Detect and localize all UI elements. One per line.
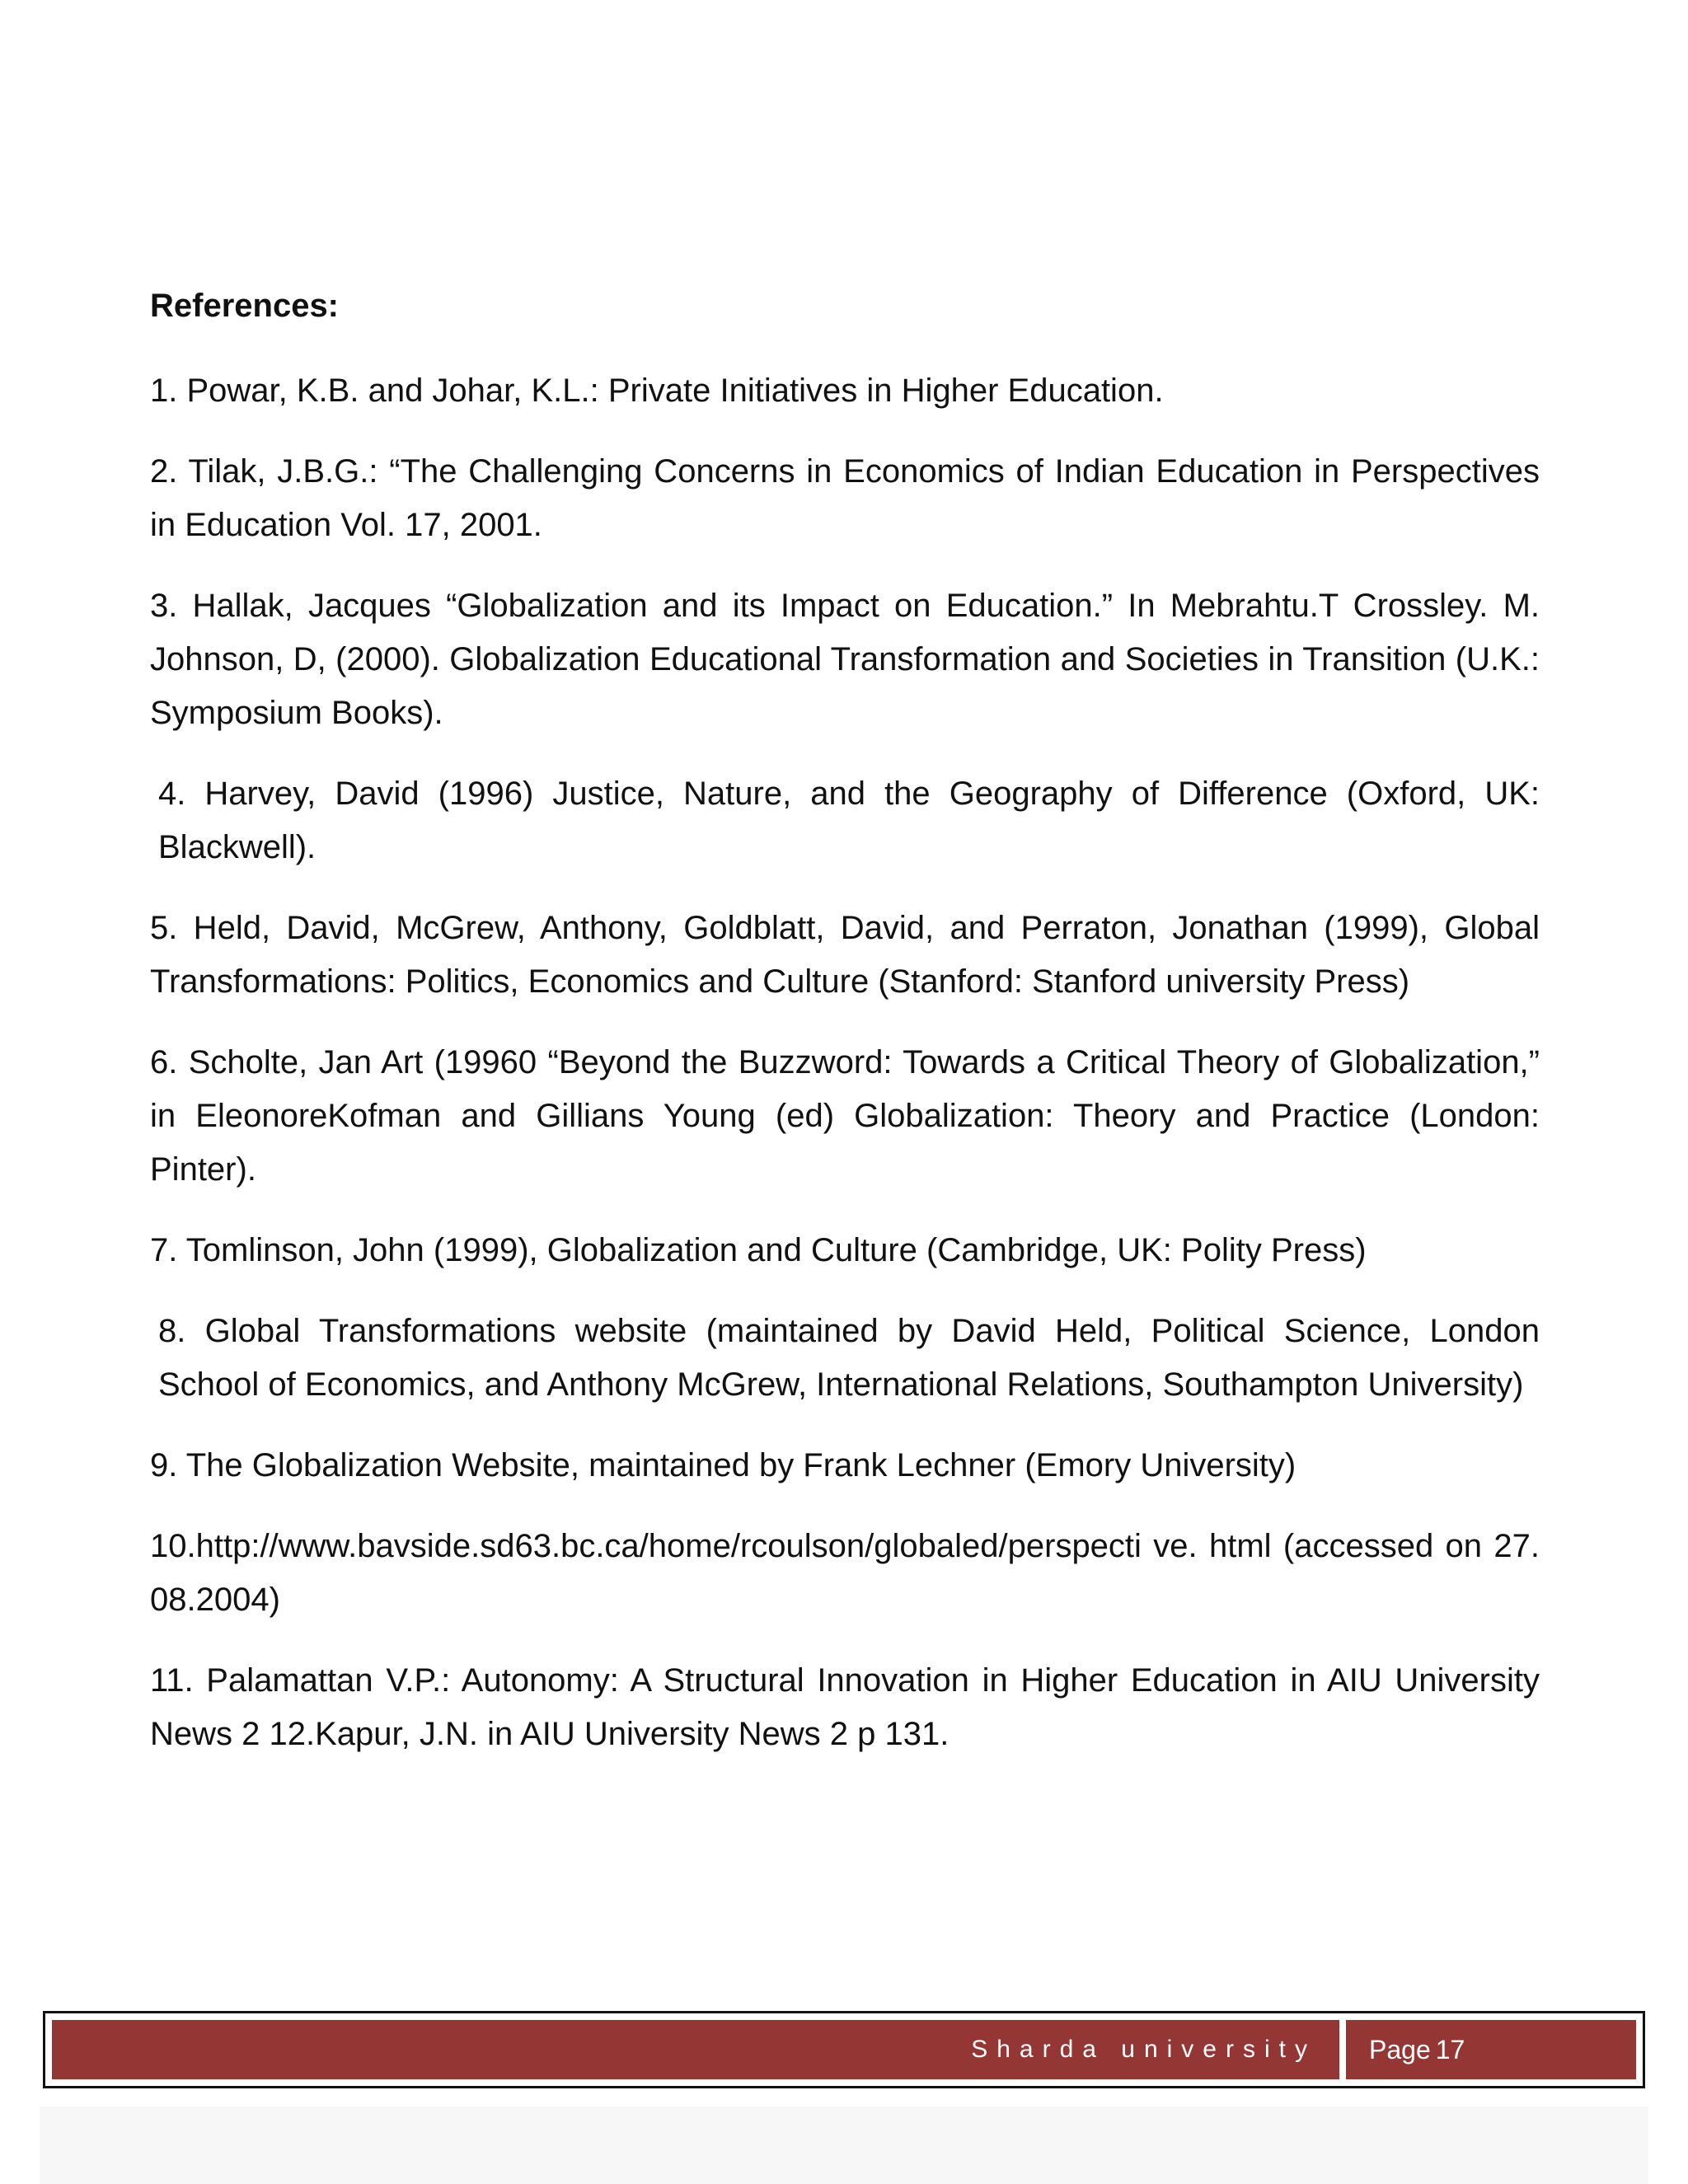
footer-band: [52, 2020, 1636, 2079]
reference-item-5: 5. Held, David, McGrew, Anthony, Goldblatt, David, and Perraton, Jonathan (1999), Global Transformations: Politics, Economics and Culture (Stanford: Stanford university Press): [150, 910, 1540, 1000]
reference-item-2: 2. Tilak, J.B.G.: “The Challenging Concerns in Economics of Indian Education in Perspectives in Education Vol. 17, 2001.: [150, 453, 1540, 543]
reference-item-3: 3. Hallak, Jacques “Globalization and its Impact on Education.” In Mebrahtu.T Crossley. M. Johnson, D, (2000). Globalization Educational Transformation and Societies in Transition (U.K.: Symposium Books).: [150, 588, 1540, 731]
page-bottom-shadow: [40, 2107, 1648, 2184]
page-label: Page: [1369, 2034, 1431, 2064]
reference-list: [150, 364, 1540, 1761]
reference-item-4: 4. Harvey, David (1996) Justice, Nature, and the Geography of Difference (Oxford, UK: Blackwell).: [158, 776, 1540, 865]
reference-item-6: 6. Scholte, Jan Art (19960 “Beyond the Buzzword: Towards a Critical Theory of Globalization,” in EleonoreKofman and Gillians Young (ed) Globalization: Theory and Practice (London: Pinter).: [150, 1044, 1540, 1188]
reference-item-7: 7. Tomlinson, John (1999), Globalization and Culture (Cambridge, UK: Polity Press): [150, 1232, 1367, 1268]
reference-item-10: 10.http://www.bavside.sd63.bc.ca/home/rcoulson/globaled/perspecti ve. html (accessed on 27.08.2004): [150, 1528, 1540, 1618]
references-section: [150, 280, 1540, 1788]
footer-page-indicator: [1346, 2020, 1636, 2079]
page-footer: [43, 2011, 1645, 2088]
reference-item-11: 11. Palamattan V.P.: Autonomy: A Structural Innovation in Higher Education in AIU University News 2 12.Kapur, J.N. in AIU University News 2 p 131.: [150, 1662, 1540, 1752]
footer-university-name: Sharda university: [52, 2020, 1339, 2079]
references-heading: References:: [150, 288, 340, 324]
page-number: 17: [1435, 2034, 1465, 2064]
reference-item-1: 1. Powar, K.B. and Johar, K.L.: Private Initiatives in Higher Education.: [150, 373, 1164, 409]
reference-item-8: 8. Global Transformations website (maintained by David Held, Political Science, London School of Economics, and Anthony McGrew, International Relations, Southampton University): [158, 1313, 1540, 1403]
reference-item-9: 9. The Globalization Website, maintained by Frank Lechner (Emory University): [150, 1447, 1296, 1483]
